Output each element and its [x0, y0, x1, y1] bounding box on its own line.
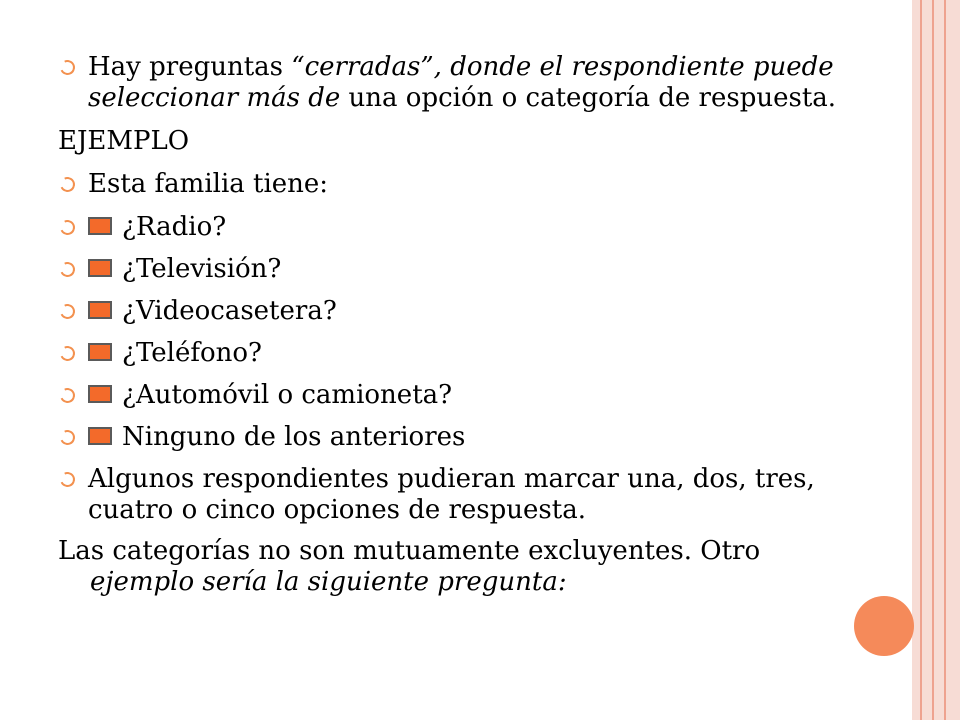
- option-automovil: [58, 380, 844, 411]
- option-videocasetera: [58, 296, 844, 327]
- option-ninguno: [58, 422, 844, 453]
- border-stripe: [932, 0, 934, 720]
- option-telefono: [58, 338, 844, 369]
- option-label: ¿Automóvil o camioneta?: [122, 380, 453, 410]
- border-stripe: [944, 0, 946, 720]
- checkbox[interactable]: [88, 301, 112, 319]
- checkbox[interactable]: [88, 343, 112, 361]
- heading-ejemplo: EJEMPLO: [58, 126, 190, 156]
- bullet-paragraph-respondents: Algunos respondientes pudieran marcar una, dos, tres, cuatro o cinco opciones de respuesta.: [58, 464, 844, 526]
- para3-italic-text: ejemplo sería la siguiente pregunta:: [90, 567, 567, 597]
- para1-text: Hay preguntas: [88, 52, 292, 82]
- option-label: ¿Televisión?: [122, 254, 282, 284]
- paragraph-categories: [58, 536, 844, 598]
- bullet-paragraph-closed-questions: [58, 52, 844, 114]
- option-television: [58, 254, 844, 285]
- checkbox[interactable]: [88, 427, 112, 445]
- option-radio: [58, 212, 844, 243]
- decorative-circle: [854, 596, 914, 656]
- option-label: ¿Videocasetera?: [122, 296, 337, 326]
- checkbox[interactable]: [88, 259, 112, 277]
- border-stripe: [920, 0, 922, 720]
- checkbox[interactable]: [88, 217, 112, 235]
- checkbox[interactable]: [88, 385, 112, 403]
- para1-text-end: una opción o categoría de respuesta.: [340, 83, 837, 113]
- option-label: ¿Teléfono?: [122, 338, 262, 368]
- slide-content: [58, 52, 844, 598]
- option-label: Ninguno de los anteriores: [122, 422, 466, 452]
- option-label: ¿Radio?: [122, 212, 227, 242]
- para3-text: Las categorías no son mutuamente excluyentes. Otro: [58, 536, 761, 566]
- decorative-right-border: [912, 0, 960, 720]
- para1-italic-text: “cerradas”, donde el respondiente puede seleccionar más de: [88, 52, 834, 113]
- bullet-question: Esta familia tiene:: [58, 169, 844, 200]
